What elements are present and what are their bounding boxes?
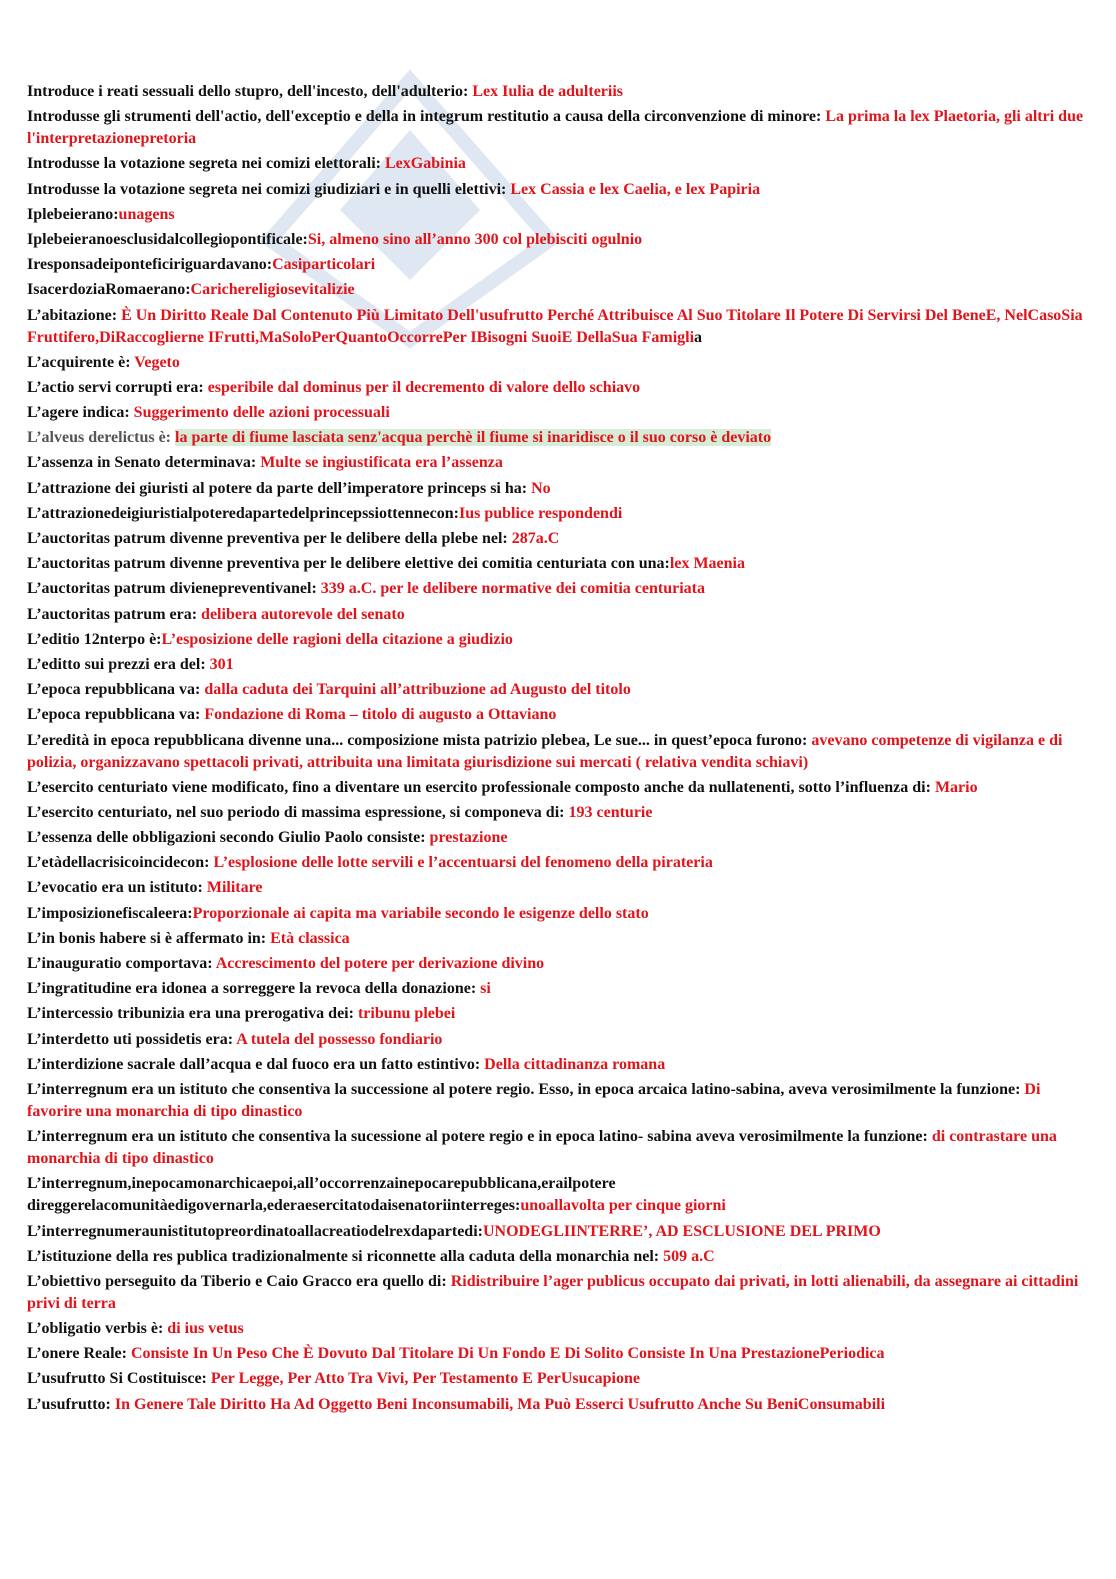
answer-text: UNODEGLIINTERRE’, AD ESCLUSIONE DEL PRIMO xyxy=(482,1222,881,1240)
qa-entry xyxy=(27,81,1092,103)
qa-entry xyxy=(27,730,1092,774)
qa-entry xyxy=(27,402,1092,424)
qa-entry xyxy=(27,503,1092,525)
answer-text: si xyxy=(480,980,491,998)
answer-text: L’esposizione delle ragioni della citazione a giudizio xyxy=(161,630,513,648)
answer-text: 193 centurie xyxy=(568,803,653,821)
answer-text: A tutela del possesso fondiario xyxy=(236,1030,443,1048)
question-text: L’editio 12nterpo è: xyxy=(27,630,162,648)
question-text: L’ingratitudine era idonea a sorreggere la revoca della donazione: xyxy=(27,980,481,998)
qa-entry xyxy=(27,377,1092,399)
question-text: Iplebeieranoesclusidalcollegiopontificale: xyxy=(27,230,308,248)
answer-text: Ius publice respondendi xyxy=(458,504,623,522)
qa-entry xyxy=(27,953,1092,975)
answer-text: Carichereligiosevitalizie xyxy=(190,281,355,299)
answer-text: Suggerimento delle azioni processuali xyxy=(133,404,390,422)
qa-entry xyxy=(27,928,1092,950)
answer-text: avevano competenze di vigilanza e di polizia, organizzavano spettacoli privati, attribuita una limitata giurisdizione sui mercati ( relativa vendita schiavi) xyxy=(27,731,1063,771)
question-text: L’imposizionefiscaleera: xyxy=(27,904,193,922)
answer-text: tribunu plebei xyxy=(357,1005,456,1023)
question-text: L’interregnum era un istituto che consentiva la sucessione al potere regio e in epoca latino- sabina aveva verosimilmente la funzione: xyxy=(27,1128,932,1146)
answer-text: Della cittadinanza romana xyxy=(484,1055,666,1073)
qa-entry xyxy=(27,903,1092,925)
answer-text: Di favorire una monarchia di tipo dinastico xyxy=(27,1080,1041,1120)
qa-entry xyxy=(27,1271,1092,1315)
question-text: L’auctoritas patrum divienepreventivanel: xyxy=(27,580,321,598)
qa-entry xyxy=(27,578,1092,600)
qa-entry xyxy=(27,679,1092,701)
question-text: L’esercito centuriato, nel suo periodo di massima espressione, si componeva di: xyxy=(27,803,569,821)
answer-text: Proporzionale ai capita ma variabile secondo le esigenze dello stato xyxy=(192,904,649,922)
answer-text: Fondazione di Roma – titolo di augusto a Ottaviano xyxy=(204,706,557,724)
question-text: L’usufrutto Si Costituisce: xyxy=(27,1370,211,1388)
question-text: L’interdizione sacrale dall’acqua e dal fuoco era un fatto estintivo: xyxy=(27,1055,485,1073)
answer-text: 339 a.C. per le delibere normative dei comitia centuriata xyxy=(320,580,705,598)
question-text: L’auctoritas patrum divenne preventiva per le delibere della plebe nel: xyxy=(27,530,512,547)
qa-entry xyxy=(27,1003,1092,1025)
answer-text: Militare xyxy=(206,879,263,897)
qa-entry xyxy=(27,1318,1092,1340)
question-text: L’auctoritas patrum divenne preventiva per le delibere elettive dei comitia centuriata con una: xyxy=(27,555,670,573)
qa-entry xyxy=(27,629,1092,651)
document-body xyxy=(27,81,1092,1419)
qa-entry xyxy=(27,1246,1092,1268)
answer-text: L’esplosione delle lotte servili e l’accentuarsi del fenomeno della pirateria xyxy=(213,854,713,872)
answer-text: prestazione xyxy=(429,829,508,847)
question-text: L’interdetto uti possidetis era: xyxy=(27,1030,237,1048)
answer-text: 509 a.C xyxy=(663,1247,715,1265)
qa-entry xyxy=(27,978,1092,1000)
answer-text: Lex Iulia de adulteriis xyxy=(472,83,624,100)
qa-entry xyxy=(27,478,1092,500)
qa-entry xyxy=(27,1221,1092,1243)
question-text: L’editto sui prezzi era del: xyxy=(27,655,210,673)
answer-text: di ius vetus xyxy=(167,1320,244,1338)
question-text: L’istituzione della res publica tradizionalmente si riconnette alla caduta della monarchia nel: xyxy=(27,1247,664,1265)
question-text: L’attrazione dei giuristi al potere da parte dell’imperatore princeps si ha: xyxy=(27,479,532,497)
question-text: L’auctoritas patrum era: xyxy=(27,605,202,623)
qa-entry xyxy=(27,1126,1092,1170)
qa-entry xyxy=(27,229,1092,251)
answer-text: esperibile dal dominus per il decremento di valore dello schiavo xyxy=(207,378,641,396)
question-text: L’eredità in epoca repubblicana divenne una... composizione mista patrizio plebea, Le sue... in quest’epoca furono: xyxy=(27,731,812,749)
answer-text: Lex Cassia e lex Caelia, e lex Papiria xyxy=(510,180,761,198)
question-text: Introdusse la votazione segreta nei comizi elettorali: xyxy=(27,155,385,173)
answer-text: No xyxy=(531,479,551,497)
qa-entry xyxy=(27,528,1092,550)
answer-text: Per Legge, Per Atto Tra Vivi, Per Testamento E PerUsucapione xyxy=(210,1370,640,1388)
question-text: L’actio servi corrupti era: xyxy=(27,378,208,396)
qa-entry xyxy=(27,305,1092,349)
question-text: L’onere Reale: xyxy=(27,1345,131,1363)
answer-text: la parte di fiume lasciata senz'acqua perchè il fiume si inaridisce o il suo corso è deviato xyxy=(175,429,772,447)
answer-text: Multe se ingiustificata era l’assenza xyxy=(260,454,503,472)
qa-entry xyxy=(27,106,1092,150)
qa-entry xyxy=(27,852,1092,874)
qa-entry xyxy=(27,1054,1092,1076)
qa-entry xyxy=(27,704,1092,726)
qa-entry xyxy=(27,1029,1092,1051)
answer-text: Consiste In Un Peso Che È Dovuto Dal Titolare Di Un Fondo E Di Solito Consiste In Una PrestazionePeriodica xyxy=(130,1345,885,1363)
answer-text: LexGabinia xyxy=(385,155,466,173)
question-text: L’abitazione: xyxy=(27,306,122,324)
qa-entry xyxy=(27,452,1092,474)
qa-entry xyxy=(27,153,1092,175)
question-text: L’assenza in Senato determinava: xyxy=(27,454,261,472)
qa-entry xyxy=(27,179,1092,201)
question-text: L’inauguratio comportava: xyxy=(27,955,216,972)
answer-text: In Genere Tale Diritto Ha Ad Oggetto Beni Inconsumabili, Ma Può Esserci Usufrutto Anche Su BeniConsumabili xyxy=(114,1395,886,1413)
question-text: L’attrazionedeigiuristialpoteredapartedelprincepssiottennecon: xyxy=(27,504,459,522)
answer-text: dalla caduta dei Tarquini all’attribuzione ad Augusto del titolo xyxy=(204,681,631,699)
question-text: L’agere indica: xyxy=(27,404,134,422)
question-text: Introdusse la votazione segreta nei comizi giudiziari e in quelli elettivi: xyxy=(27,180,511,198)
question-text: L’obligatio verbis è: xyxy=(27,1320,168,1338)
question-text: L’interregnumeraunistitutopreordinatoallacreatiodelrexdapartedi: xyxy=(27,1222,483,1240)
question-text: L’evocatio era un istituto: xyxy=(27,879,207,897)
answer-text: Ridistribuire l’ager publicus occupato dai privati, in lotti alienabili, da assegnare ai cittadini privi di terra xyxy=(27,1272,1079,1312)
qa-entry xyxy=(27,802,1092,824)
qa-entry xyxy=(27,1173,1092,1217)
question-text: L’interregnum era un istituto che consentiva la successione al potere regio. Esso, in epoca arcaica latino-sabina, aveva verosimilmente la funzione: xyxy=(27,1080,1025,1098)
qa-entry xyxy=(27,604,1092,626)
answer-text: lex Maenia xyxy=(669,555,745,573)
qa-entry xyxy=(27,877,1092,899)
qa-entry xyxy=(27,427,1092,449)
question-text: L’interregnum,inepocamonarchicaepoi,all’occorrenzainepocarepubblicana,erailpotere direggerelacomunitàedigovernarla,ederaesercitatodaisenatoriinterreges: xyxy=(27,1175,616,1215)
question-text: L’essenza delle obbligazioni secondo Giulio Paolo consiste: xyxy=(27,829,430,847)
qa-entry xyxy=(27,204,1092,226)
question-text: IsacerdoziaRomaerano: xyxy=(27,281,191,299)
answer-text: di contrastare una monarchia di tipo dinastico xyxy=(27,1128,1057,1168)
question-text: L’in bonis habere si è affermato in: xyxy=(27,929,271,947)
answer-text: Casiparticolari xyxy=(272,256,376,274)
qa-entry xyxy=(27,654,1092,676)
question-text: L’esercito centuriato viene modificato, fino a diventare un esercito professionale composto anche da nullatenenti, sotto l’influenza di: xyxy=(27,778,935,796)
qa-entry xyxy=(27,352,1092,374)
question-text: L’epoca repubblicana va: xyxy=(27,706,205,724)
question-text: L’obiettivo perseguito da Tiberio e Caio Gracco era quello di: xyxy=(27,1272,451,1290)
question-text: L’intercessio tribunizia era una prerogativa dei: xyxy=(27,1005,358,1023)
question-text: L’alveus derelictus è: xyxy=(27,429,175,447)
answer-text: Mario xyxy=(934,778,978,796)
qa-entry xyxy=(27,827,1092,849)
question-text: L’epoca repubblicana va: xyxy=(27,681,205,699)
answer-text: Vegeto xyxy=(134,353,180,371)
qa-entry xyxy=(27,279,1092,301)
question-text: L’usufrutto: xyxy=(27,1395,115,1413)
question-text: Introdusse gli strumenti dell'actio, dell'exceptio e della in integrum restitutio a causa della circonvenzione di minore: xyxy=(27,108,826,126)
qa-entry xyxy=(27,1079,1092,1123)
qa-entry xyxy=(27,1343,1092,1365)
answer-text: Accrescimento del potere per derivazione divino xyxy=(215,955,545,972)
question-text: Iresponsadeiponteficiriguardavano: xyxy=(27,256,273,274)
trailing-text: a xyxy=(694,328,703,346)
qa-entry xyxy=(27,1394,1092,1416)
answer-text: 301 xyxy=(209,655,234,673)
qa-entry xyxy=(27,553,1092,575)
answer-text: unoallavolta per cinque giorni xyxy=(520,1197,726,1215)
answer-text: È Un Diritto Reale Dal Contenuto Più Limitato Dell'usufrutto Perché Attribuisce Al Suo Titolare Il Potere Di Servirsi Del BeneE, NelCasoSia Fruttifero,DiRaccoglierne IFrutti,MaSoloPerQuantoOccorrePer IBisogni SuoiE DellaSua Famigli xyxy=(27,306,1083,346)
answer-text: unagens xyxy=(118,205,175,223)
answer-text: Si, almeno sino all’anno 300 col plebisciti ogulnio xyxy=(307,230,643,248)
question-text: L’etàdellacrisicoincidecon: xyxy=(27,854,214,872)
answer-text: La prima la lex Plaetoria, gli altri due l'interpretazionepretoria xyxy=(27,108,1084,148)
qa-entry xyxy=(27,254,1092,276)
qa-entry xyxy=(27,777,1092,799)
answer-text: Età classica xyxy=(270,929,350,947)
answer-text: delibera autorevole del senato xyxy=(201,605,405,623)
question-text: L’acquirente è: xyxy=(27,353,135,371)
answer-text: 287a.C xyxy=(511,530,560,547)
qa-entry xyxy=(27,1368,1092,1390)
question-text: Iplebeierano: xyxy=(27,205,119,223)
question-text: Introduce i reati sessuali dello stupro, dell'incesto, dell'adulterio: xyxy=(27,83,473,100)
